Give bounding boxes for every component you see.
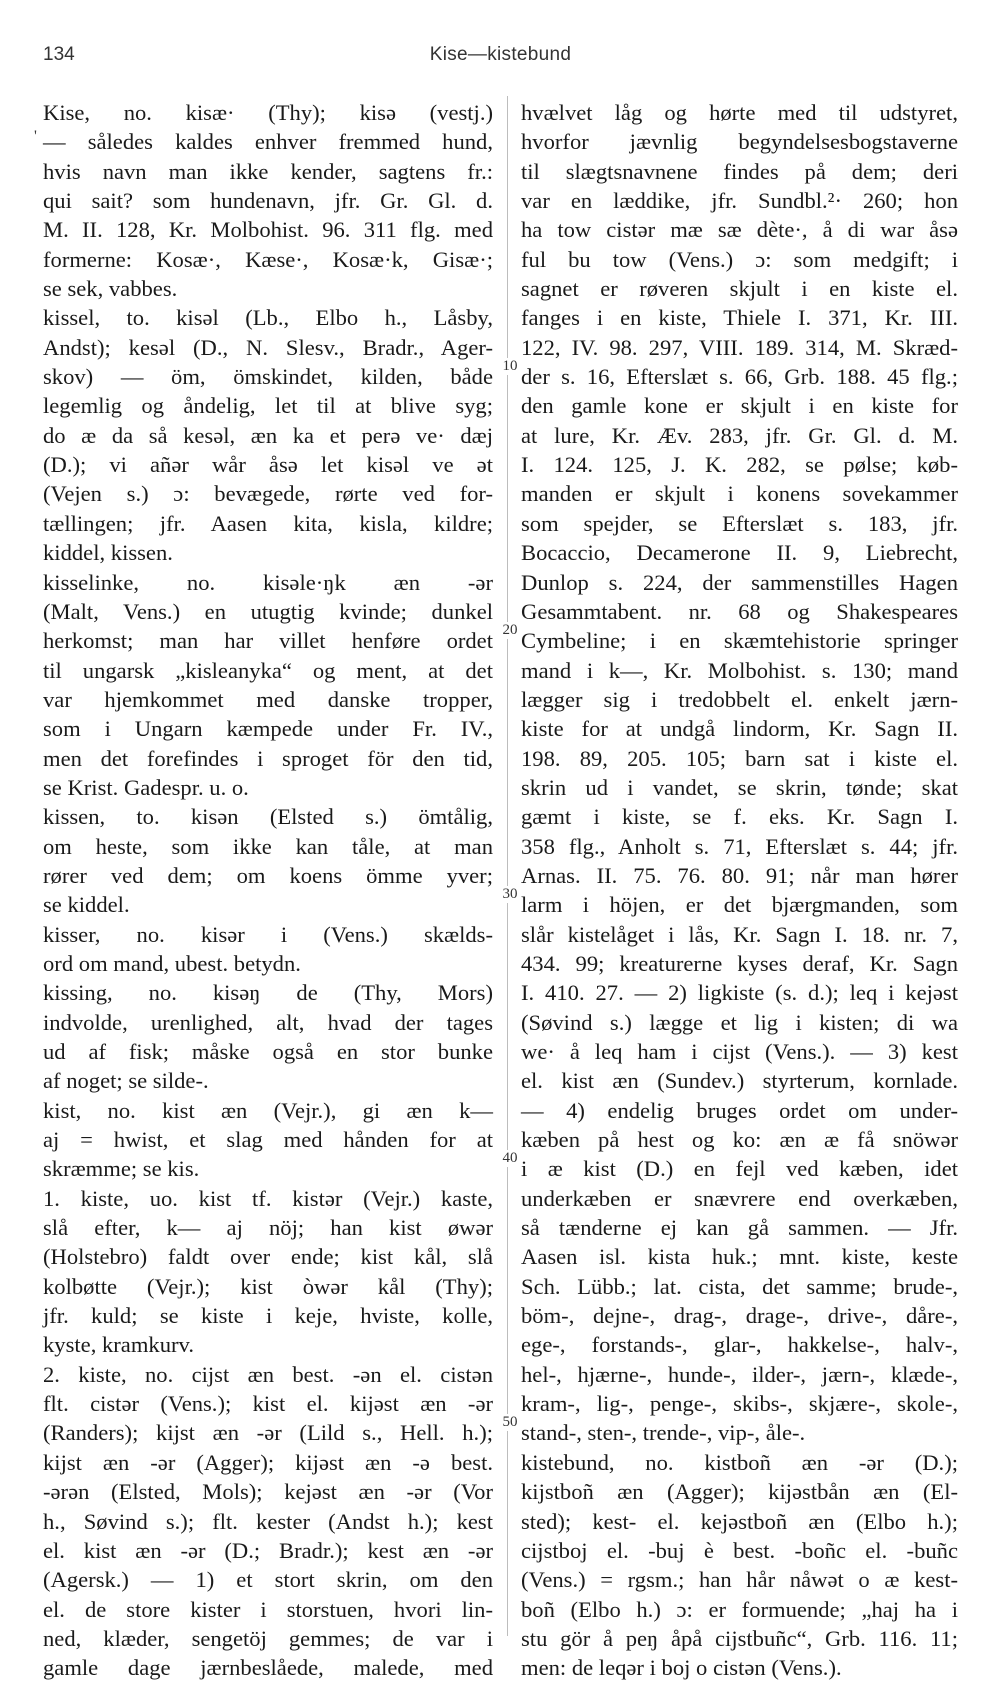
text-line: (Agersk.) — 1) et stort skrin, om den (43, 1567, 493, 1593)
text-line: I. 124. 125, J. K. 282, se pølse; køb- (521, 452, 958, 478)
text-line: kæben på hest og ko: æn æ få snöwər (521, 1127, 958, 1153)
text-line: Sch. Lübb.; lat. cista, det samme; brude-, (521, 1273, 958, 1299)
text-line: skræmme; se kis. (43, 1156, 200, 1182)
text-line: legemlig og åndelig, let til at blive syg; (43, 393, 493, 419)
text-line: 122, IV. 98. 297, VIII. 189. 314, M. Skræd- (521, 334, 958, 360)
text-line: til ungarsk „kisleanyka“ og ment, at det (43, 657, 493, 683)
text-line: til slægtsnavnene findes på dem; deri (521, 158, 958, 184)
page-number: 134 (43, 44, 75, 65)
text-line: ud af fisk; måske også en stor bunke (43, 1039, 493, 1064)
text-line: Dunlop s. 224, der sammenstilles Hagen (521, 569, 958, 595)
text-line: skrin ud i vandet, se skrin, tønde; skat (521, 774, 958, 800)
text-line: el. de store kister i storstuen, hvori lin- (43, 1596, 493, 1622)
text-line: Bocaccio, Decamerone II. 9, Liebrecht, (521, 540, 958, 566)
text-line: (Malt, Vens.) en utugtig kvinde; dunkel (43, 598, 493, 624)
line-number-40: 40 (499, 1150, 521, 1167)
text-line: kissing, no. kisəŋ de (Thy, Mors) (43, 980, 493, 1006)
right-column (521, 98, 958, 1683)
text-line: boñ (Elbo h.) ɔ: er formuende; „haj ha i (521, 1596, 958, 1622)
line-number-50: 50 (499, 1414, 521, 1431)
text-line: så tænderne ej kan gå sammen. — Jfr. (521, 1215, 958, 1241)
text-line: lægger sig i tredobbelt el. enkelt jærn- (521, 686, 958, 712)
text-line: cijstboj el. -buj è best. -boñc el. -buñc (521, 1537, 958, 1563)
text-line: Andst); kesəl (D., N. Slesv., Bradr., Ager- (43, 334, 493, 360)
text-line: ord om mand, ubest. betydn. (43, 950, 301, 976)
text-line: (Vens.) = rgsm.; han hår nåwət o æ kest- (521, 1567, 958, 1593)
text-line: sted); kest- el. kejəstboñ æn (Elbo h.); (521, 1508, 958, 1534)
running-head: Kise—kistebund (429, 44, 572, 65)
text-line: Arnas. II. 75. 76. 80. 91; når man hører (521, 862, 958, 888)
page-header (43, 44, 958, 74)
text-line: af noget; se silde-. (43, 1068, 209, 1094)
text-line: men: de leqər i boj o cistən (Vens.). (521, 1655, 842, 1681)
text-line: kist, no. kist æn (Vejr.), gi æn k— (43, 1097, 493, 1123)
text-line: den gamle kone er skjult i en kiste for (521, 393, 958, 419)
text-line: 1. kiste, uo. kist tf. kistər (Vejr.) kaste, (43, 1185, 493, 1211)
text-line: rører ved dem; om koens ömme yver; (43, 862, 493, 888)
text-line: we· å leq ham i cijst (Vens.). — 3) kest (521, 1039, 958, 1064)
text-line: kram-, lig-, penge-, skibs-, skjære-, skole-, (521, 1391, 958, 1417)
text-line: (Holstebro) faldt over ende; kist kål, slå (43, 1244, 493, 1270)
text-line: var hjemkommet med danske tropper, (43, 686, 493, 712)
text-line: kijstboñ æn (Agger); kijəstbån æn (El- (521, 1479, 958, 1505)
text-line: se Krist. Gadespr. u. o. (43, 774, 249, 800)
text-line: se kiddel. (43, 892, 130, 918)
text-line: Kise, no. kisæ· (Thy); kisə (vestj.) (43, 100, 493, 125)
text-line: kiste for at undgå lindorm, Kr. Sagn II. (521, 716, 958, 742)
text-line: gamle dage jærnbeslåede, malede, med (43, 1655, 493, 1681)
line-number-20: 20 (499, 622, 521, 639)
text-line: at lure, Kr. Æv. 283, jfr. Gr. Gl. d. M. (521, 422, 958, 448)
text-line: I. 410. 27. — 2) ligkiste (s. d.); leq i kejəst (521, 980, 958, 1006)
text-line: sagnet er røveren skjult i en kiste el. (521, 276, 958, 302)
text-line: som i Ungarn kæmpede under Fr. IV., (43, 716, 493, 742)
text-line: stu gör å peŋ åpå cijstbuñc“, Grb. 116. 11; (521, 1625, 958, 1651)
text-line: manden er skjult i konens sovekammer (521, 481, 958, 507)
column-divider (507, 96, 508, 1636)
text-line: mand i k—, Kr. Molbohist. s. 130; mand (521, 657, 958, 683)
line-number-30: 30 (499, 886, 521, 903)
text-line: Cymbeline; i en skæmtehistorie springer (521, 628, 958, 654)
text-line: hvælvet låg og hørte med til udstyret, (521, 100, 958, 125)
text-line: slå efter, k— aj nöj; han kist øwər (43, 1215, 493, 1241)
text-line: hvis navn man ikke kender, sagtens fr.: (43, 158, 493, 184)
text-line: 2. kiste, no. cijst æn best. -ən el. cistən (43, 1361, 493, 1387)
text-line: -ərən (Elsted, Mols); kejəst æn -ər (Vor (43, 1479, 493, 1505)
text-line: men det forefindes i sproget för den tid, (43, 745, 493, 771)
text-line: som spejder, se Efterslæt s. 183, jfr. (521, 510, 958, 536)
text-line: ned, klæder, sengetöj gemmes; de var i (43, 1625, 493, 1651)
text-line: kijst æn -ər (Agger); kijəst æn -ə best. (43, 1449, 493, 1475)
text-line: se sek, vabbes. (43, 276, 178, 302)
text-line: — 4) endelig bruges ordet om under- (521, 1097, 958, 1123)
text-line: kolbøtte (Vejr.); kist òwər kål (Thy); (43, 1273, 493, 1299)
text-line: böm-, dejne-, drag-, drage-, drive-, dåre-, (521, 1303, 958, 1329)
text-line: do æ da så kesəl, æn ka et perə ve· dæj (43, 422, 493, 448)
text-line: var en læddike, jfr. Sundbl.²· 260; hon (521, 188, 958, 214)
text-line: ege-, forstands-, glar-, hakkelse-, halv-, (521, 1332, 958, 1358)
text-line: slår kistelåget i lås, Kr. Sagn I. 18. nr. 7, (521, 921, 958, 947)
text-line: — således kaldes enhver fremmed hund, (43, 129, 493, 155)
text-line: kyste, kramkurv. (43, 1332, 195, 1358)
text-line: tællingen; jfr. Aasen kita, kisla, kildre; (43, 510, 493, 536)
text-line: 358 flg., Anholt s. 71, Efterslæt s. 44; jfr. (521, 833, 958, 859)
line-number-10: 10 (499, 358, 521, 375)
left-column (43, 98, 493, 1683)
text-line: aj = hwist, et slag med hånden for at (43, 1127, 493, 1153)
text-line: skov) — öm, ömskindet, kilden, både (43, 364, 493, 390)
text-line: formerne: Kosæ·, Kæse·, Kosæ·k, Gisæ·; (43, 246, 493, 272)
text-line: (D.); vi añər wår åsə let kisəl ve ət (43, 452, 493, 478)
text-line: kissel, to. kisəl (Lb., Elbo h., Låsby, (43, 305, 493, 331)
text-line: M. II. 128, Kr. Molbohist. 96. 311 flg. med (43, 217, 493, 243)
text-line: indvolde, urenlighed, alt, hvad der tages (43, 1009, 493, 1035)
text-line: ful bu tow (Vens.) ɔ: som medgift; i (521, 246, 958, 272)
text-line: 434. 99; kreaturerne kyses deraf, Kr. Sagn (521, 950, 958, 976)
text-line: jfr. kuld; se kiste i keje, hviste, kolle, (43, 1303, 493, 1329)
text-line: h., Søvind s.); flt. kester (Andst h.); kest (43, 1508, 493, 1534)
text-line: (Vejen s.) ɔ: bevægede, rørte ved for- (43, 481, 493, 507)
text-line: larm i höjen, er det bjærgmanden, som (521, 892, 958, 918)
text-line: (Søvind s.) lægge et lig i kisten; di wa (521, 1009, 958, 1035)
text-line: el. kist æn (Sundev.) styrterum, kornlade. (521, 1068, 958, 1094)
text-line: fanges i en kiste, Thiele I. 371, Kr. III. (521, 305, 958, 331)
text-line: qui sait? som hundenavn, jfr. Gr. Gl. d. (43, 188, 493, 214)
text-line: underkæben er snævrere end overkæben, (521, 1185, 958, 1211)
text-line: herkomst; man har villet henføre ordet (43, 628, 493, 654)
text-line: el. kist æn -ər (D.; Bradr.); kest æn -ər (43, 1537, 493, 1563)
text-line: Aasen isl. kista huk.; mnt. kiste, keste (521, 1244, 958, 1270)
text-line: (Randers); kijst æn -ər (Lild s., Hell. h.); (43, 1420, 493, 1446)
margin-mark: ' (34, 128, 37, 145)
text-line: ha tow cistər mæ sæ dète·, å di war åsə (521, 217, 958, 243)
text-line: hel-, hjærne-, hunde-, ilder-, jærn-, klæde-, (521, 1361, 958, 1387)
text-line: kiddel, kissen. (43, 540, 173, 566)
text-line: kisselinke, no. kisəle·ŋk æn -ər (43, 569, 493, 595)
text-line: stand-, sten-, trende-, vip-, åle-. (521, 1420, 806, 1446)
text-line: hvorfor jævnlig begyndelsesbogstaverne (521, 129, 958, 155)
text-line: Gesammtabent. nr. 68 og Shakespeares (521, 598, 958, 624)
text-line: i æ kist (D.) en fejl ved kæben, idet (521, 1156, 958, 1182)
text-line: kisser, no. kisər i (Vens.) skælds- (43, 921, 493, 947)
text-line: kistebund, no. kistboñ æn -ər (D.); (521, 1449, 958, 1475)
text-line: om heste, som ikke kan tåle, at man (43, 833, 493, 859)
text-line: flt. cistər (Vens.); kist el. kijəst æn -ər (43, 1391, 493, 1417)
text-line: 198. 89, 205. 105; barn sat i kiste el. (521, 745, 958, 771)
text-line: kissen, to. kisən (Elsted s.) ömtålig, (43, 804, 493, 830)
text-line: gæmt i kiste, se f. eks. Kr. Sagn I. (521, 804, 958, 830)
text-line: der s. 16, Efterslæt s. 66, Grb. 188. 45 flg.; (521, 364, 958, 390)
